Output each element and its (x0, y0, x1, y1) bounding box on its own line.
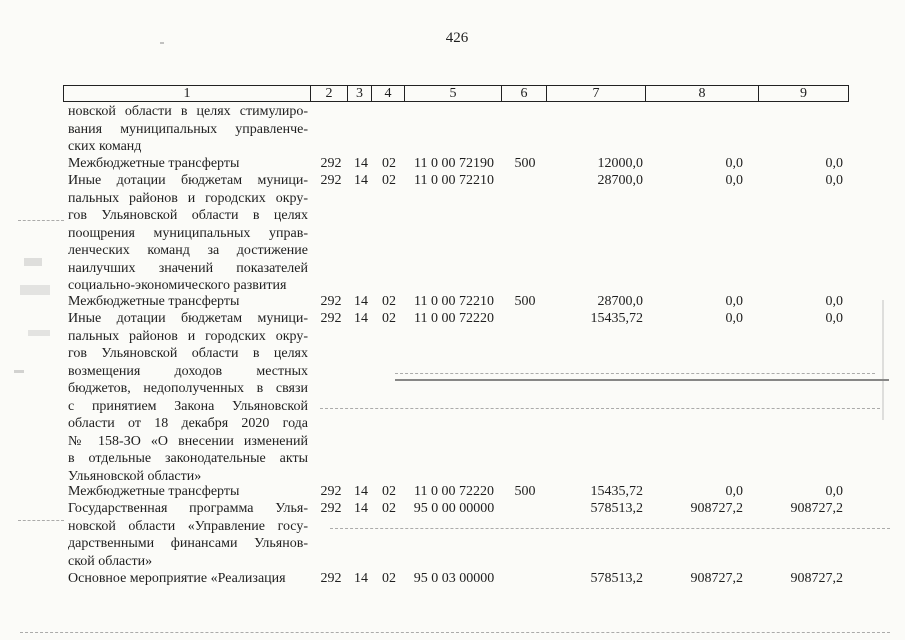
cell-amount-9: 0,0 (825, 294, 843, 309)
row-name-line: новской области «Управление госу- (68, 518, 308, 534)
row-name-line: гов Ульяновской области в целях (68, 208, 308, 223)
cell-amount-7: 15435,72 (590, 484, 643, 499)
cell-section: 14 (354, 501, 368, 516)
cell-amount-9: 0,0 (825, 156, 843, 171)
cell-amount-8: 0,0 (725, 311, 743, 326)
header-col-4: 4 (372, 86, 405, 101)
cell-amount-7: 12000,0 (597, 156, 643, 171)
cell-ministry: 292 (320, 294, 342, 309)
row-name-line: в отдельные законодательные акты (68, 451, 308, 466)
cell-subsection: 02 (382, 294, 396, 309)
cell-ministry: 292 (320, 571, 342, 586)
cell-ministry: 292 (320, 484, 342, 499)
row-name-line: Межбюджетные трансферты (68, 484, 240, 499)
row-name-line: № 158-ЗО «О внесении изменений (68, 433, 308, 449)
cell-target-article: 11 0 00 72220 (414, 311, 494, 326)
scan-artifact-speck (20, 285, 50, 295)
cell-section: 14 (354, 571, 368, 586)
row-name-line: Иные дотации бюджетам муници- (68, 311, 308, 326)
cell-section: 14 (354, 294, 368, 309)
scan-artifact-speck (28, 330, 50, 336)
cell-amount-9: 0,0 (825, 484, 843, 499)
cell-amount-7: 15435,72 (590, 311, 643, 326)
row-name (68, 483, 308, 501)
cell-section: 14 (354, 156, 368, 171)
row-name-line: наилучших значений показателей (68, 260, 308, 276)
row-name-line: ленческих команд за достижение (68, 243, 308, 258)
scan-artifact-speck (882, 300, 884, 420)
row-name (68, 172, 308, 295)
cell-amount-9: 0,0 (825, 311, 843, 326)
row-name (68, 155, 308, 173)
cell-subsection: 02 (382, 484, 396, 499)
row-name-line: Ульяновской области» (68, 468, 202, 484)
cell-amount-7: 578513,2 (590, 501, 643, 516)
row-name (68, 103, 308, 156)
cell-amount-9: 0,0 (825, 173, 843, 188)
row-name (68, 500, 308, 570)
cell-amount-9: 908727,2 (790, 501, 843, 516)
row-name-line: Межбюджетные трансферты (68, 294, 240, 309)
cell-amount-8: 0,0 (725, 156, 743, 171)
cell-amount-7: 578513,2 (590, 571, 643, 586)
scan-artifact-speck (160, 42, 164, 44)
row-name-line: пальных районов и городских окру- (68, 328, 308, 344)
cell-amount-8: 0,0 (725, 173, 743, 188)
row-name-line: Государственная программа Улья- (68, 501, 308, 516)
scan-artifact-dash (18, 220, 64, 222)
cell-amount-8: 908727,2 (690, 501, 743, 516)
cell-section: 14 (354, 173, 368, 188)
row-name (68, 570, 308, 588)
cell-subsection: 02 (382, 156, 396, 171)
header-col-7: 7 (547, 86, 646, 101)
cell-ministry: 292 (320, 173, 342, 188)
cell-section: 14 (354, 311, 368, 326)
row-name-line: социально-экономического развития (68, 278, 287, 293)
row-name-line: Межбюджетные трансферты (68, 156, 240, 171)
cell-target-article: 95 0 00 00000 (413, 501, 495, 516)
scan-artifact-dash (20, 632, 890, 634)
header-col-9: 9 (800, 86, 807, 101)
row-name-line: с принятием Закона Ульяновской (68, 398, 308, 414)
scan-artifact-dash (395, 373, 875, 375)
cell-section: 14 (354, 484, 368, 499)
cell-subsection: 02 (382, 173, 396, 188)
cell-amount-8: 0,0 (725, 484, 743, 499)
header-col-2: 2 (311, 86, 348, 101)
row-name-line: гов Ульяновской области в целях (68, 346, 308, 361)
scan-artifact-dash (320, 408, 880, 410)
header-col-6: 6 (502, 86, 547, 101)
row-name-line: Иные дотации бюджетам муници- (68, 173, 308, 188)
cell-ministry: 292 (320, 156, 342, 171)
header-col-3: 3 (348, 86, 372, 101)
cell-target-article: 11 0 00 72190 (414, 156, 494, 171)
cell-subsection: 02 (382, 311, 396, 326)
row-name-line: бюджетов, недополученных в связи (68, 381, 308, 396)
scan-artifact-dash (330, 528, 890, 530)
row-name (68, 310, 308, 485)
scan-artifact-line (395, 379, 889, 381)
row-name-line: области от 18 декабря 2020 года (68, 416, 308, 431)
row-name-line: ской области» (68, 553, 153, 569)
cell-target-article: 11 0 00 72210 (414, 294, 494, 309)
cell-amount-8: 0,0 (725, 294, 743, 309)
page-number: 426 (445, 30, 469, 46)
cell-expense-type: 500 (514, 156, 536, 171)
row-name-line: дарственными финансами Ульянов- (68, 536, 308, 551)
cell-target-article: 11 0 00 72220 (414, 484, 494, 499)
row-name-line: ских команд (68, 139, 142, 154)
cell-subsection: 02 (382, 571, 396, 586)
cell-ministry: 292 (320, 311, 342, 326)
cell-amount-9: 908727,2 (790, 571, 843, 586)
row-name-line: вания муниципальных управленче- (68, 121, 308, 137)
row-name-line: возмещения доходов местных (68, 363, 308, 379)
cell-target-article: 95 0 03 00000 (413, 571, 495, 586)
cell-expense-type: 500 (514, 484, 536, 499)
table-header-row (63, 85, 849, 102)
cell-amount-7: 28700,0 (597, 173, 643, 188)
cell-ministry: 292 (320, 501, 342, 516)
cell-amount-8: 908727,2 (690, 571, 743, 586)
header-col-8: 8 (646, 86, 759, 101)
cell-expense-type: 500 (514, 294, 536, 309)
header-col-1: 1 (64, 86, 311, 101)
cell-target-article: 11 0 00 72210 (414, 173, 494, 188)
row-name-line: пальных районов и городских окру- (68, 190, 308, 206)
cell-amount-7: 28700,0 (597, 294, 643, 309)
row-name-line: поощрения муниципальных управ- (68, 225, 308, 241)
cell-subsection: 02 (382, 501, 396, 516)
header-col-5: 5 (405, 86, 502, 101)
row-name-line: новской области в целях стимулиро- (68, 104, 308, 119)
scan-artifact-speck (24, 258, 42, 266)
row-name (68, 293, 308, 311)
scan-artifact-speck (14, 370, 24, 373)
row-name-line: Основное мероприятие «Реализация (68, 571, 286, 586)
scan-artifact-dash (18, 520, 64, 522)
